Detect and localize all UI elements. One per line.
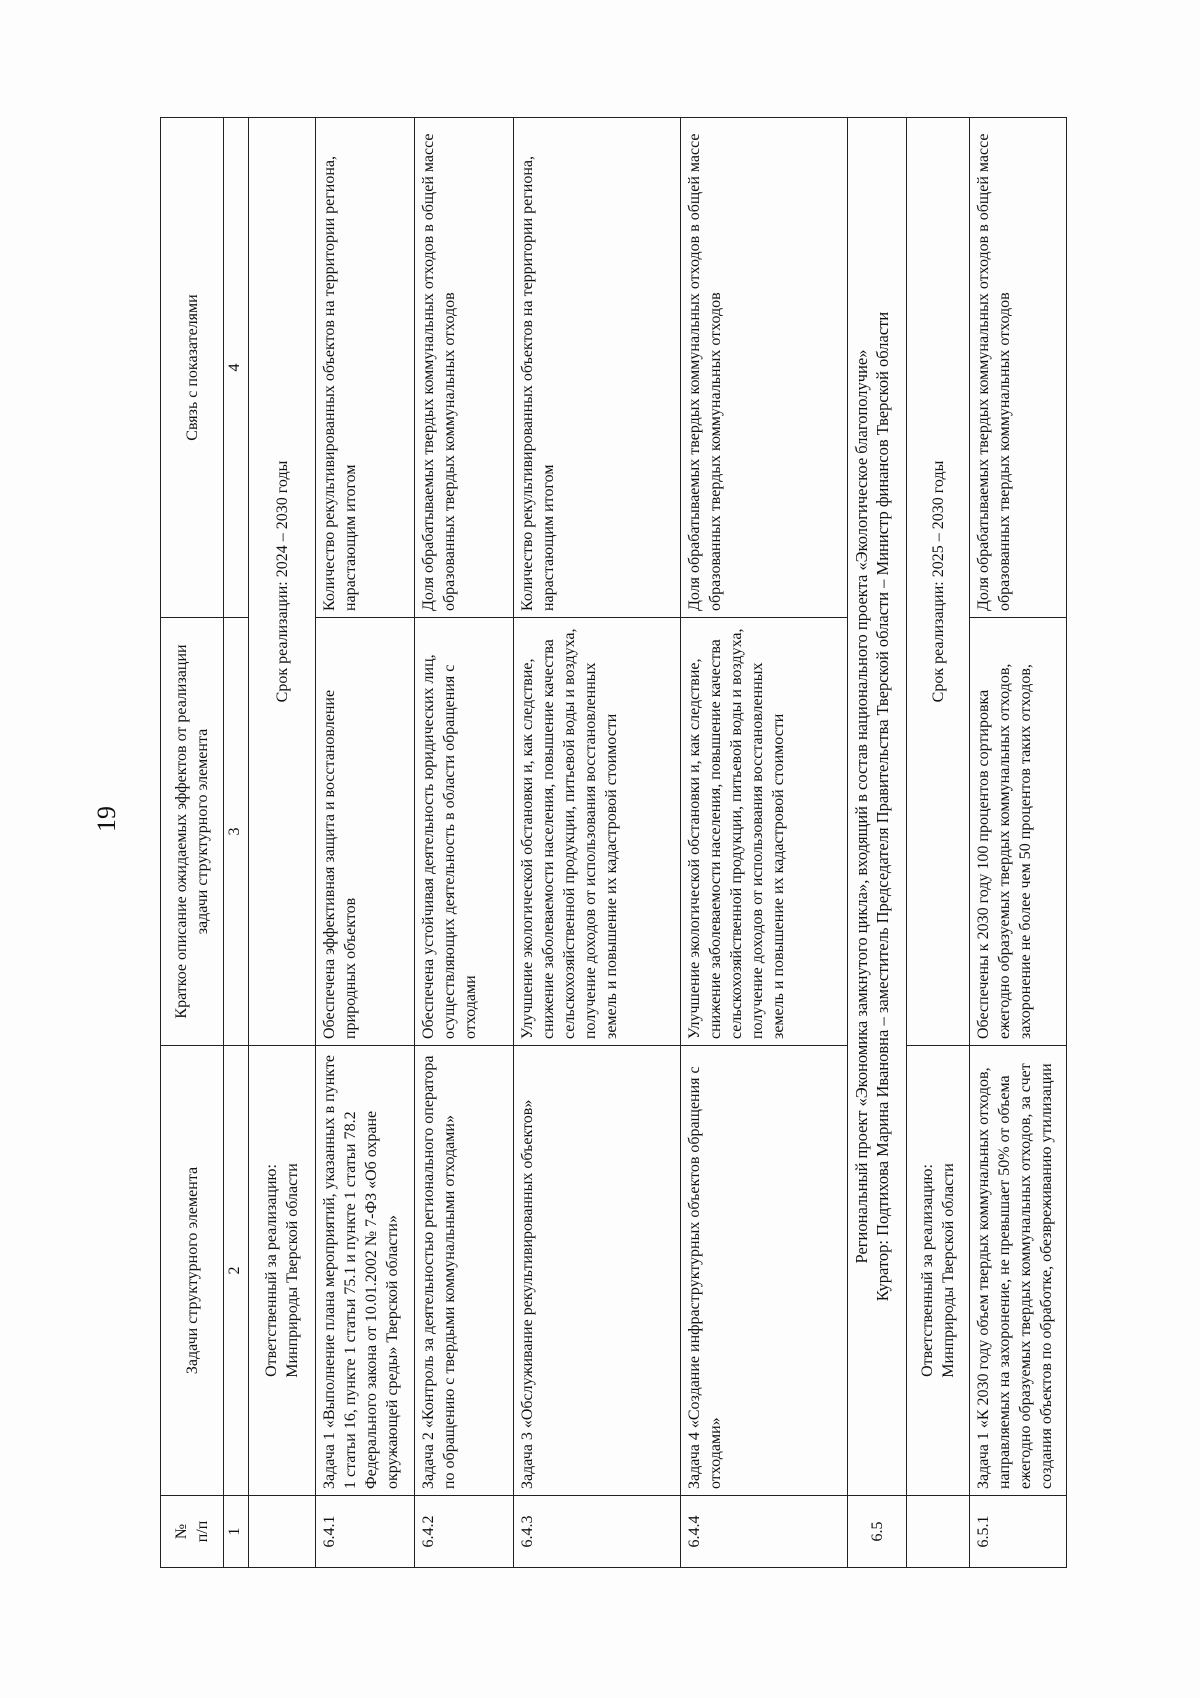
indicator-cell: Количество рекультивированных объектов на территории региона, нарастающим итогом [514, 118, 681, 618]
responsible-cell: Ответственный за реализацию: Минприроды Тверской области [249, 1046, 316, 1496]
indicator-cell: Доля обрабатываемых твердых коммунальных отходов в общей массе образованных твердых коммунальных отходов [681, 118, 848, 618]
task-cell: Задача 2 «Контроль за деятельностью регионального оператора по обращению с твердыми коммунальными отходами» [415, 1046, 514, 1496]
effect-cell: Обеспечены к 2030 году 100 процентов сортировка ежегодно образуемых твердых коммунальных отходов, захоронение не более чем 50 процентов таких отходов, [970, 618, 1067, 1046]
tasks-table [160, 117, 1067, 1568]
header-row [161, 118, 224, 1568]
row-number: 6.4.4 [681, 1496, 848, 1568]
effect-cell: Обеспечена устойчивая деятельность юридических лиц, осуществляющих деятельность в области обращения с отходами [415, 618, 514, 1046]
header-effects: Краткое описание ожидаемых эффектов от реализации задачи структурного элемента [161, 618, 224, 1046]
table-row [514, 118, 681, 1568]
rotated-table-container [160, 118, 1055, 1568]
task-cell: Задача 1 «Выполнение плана мероприятий, указанных в пункте 1 статьи 16, пункте 1 статьи 75.1 и пункте 1 статьи 78.2 Федерального закона от 10.01.2002 № 7-ФЗ «Об охране окружающей среды» Тверской области» [316, 1046, 415, 1496]
header-tasks: Задачи структурного элемента [161, 1046, 224, 1496]
section-header-row [249, 118, 316, 1568]
effect-cell: Обеспечена эффективная защита и восстановление природных объектов [316, 618, 415, 1046]
table-row [316, 118, 415, 1568]
responsible-cell: Ответственный за реализацию: Минприроды Тверской области [907, 1046, 970, 1496]
row-number: 6.5.1 [970, 1496, 1067, 1568]
indicator-cell: Доля обрабатываемых твердых коммунальных отходов в общей массе образованных твердых коммунальных отходов [970, 118, 1067, 618]
row-number: 6.4.2 [415, 1496, 514, 1568]
task-cell: Задача 3 «Обслуживание рекультивированных объектов» [514, 1046, 681, 1496]
task-cell: Задача 1 «К 2030 году объем твердых коммунальных отходов, направляемых на захоронение, не превышает 50% от объема ежегодно образуемых твердых коммунальных отходов, за счет создания объектов по обработке, обезвреживанию утилизации [970, 1046, 1067, 1496]
task-cell: Задача 4 «Создание инфраструктурных объектов обращения с отходами» [681, 1046, 848, 1496]
column-index: 1 [224, 1496, 249, 1568]
term-cell: Срок реализации: 2024 – 2030 годы [249, 118, 316, 1046]
column-index: 4 [224, 118, 249, 618]
indicator-cell: Количество рекультивированных объектов на территории региона, нарастающим итогом [316, 118, 415, 618]
project-cell: Региональный проект «Экономика замкнутого цикла», входящий в состав национального проекта «Экологическое благополучие» Куратор: Подтихова Марина Ивановна – заместитель Председателя Правительства Тверской области – Министр финансов Тверской области [848, 118, 907, 1496]
column-index: 2 [224, 1046, 249, 1496]
page-number: 19 [92, 806, 121, 832]
effect-cell: Улучшение экологической обстановки и, как следствие, снижение заболеваемости населения, повышение качества сельскохозяйственной продукции, питьевой воды и воздуха, получение доходов от использования восстановленных земель и повышение их кадастровой стоимости [514, 618, 681, 1046]
table-row [681, 118, 848, 1568]
column-index-row [224, 118, 249, 1568]
table-row [970, 118, 1067, 1568]
project-row [848, 118, 907, 1568]
header-num: № п/п [161, 1496, 224, 1568]
indicator-cell: Доля обрабатываемых твердых коммунальных отходов в общей массе образованных твердых коммунальных отходов [415, 118, 514, 618]
column-index: 3 [224, 618, 249, 1046]
row-number: 6.5 [848, 1496, 907, 1568]
header-indicators: Связь с показателями [161, 118, 224, 618]
section-header-row [907, 118, 970, 1568]
row-number: 6.4.3 [514, 1496, 681, 1568]
effect-cell: Улучшение экологической обстановки и, как следствие, снижение заболеваемости населения, повышение качества сельскохозяйственной продукции, питьевой воды и воздуха, получение доходов от использования восстановленных земель и повышение их кадастровой стоимости [681, 618, 848, 1046]
row-number: 6.4.1 [316, 1496, 415, 1568]
table-row [415, 118, 514, 1568]
term-cell: Срок реализации: 2025 – 2030 годы [907, 118, 970, 1046]
